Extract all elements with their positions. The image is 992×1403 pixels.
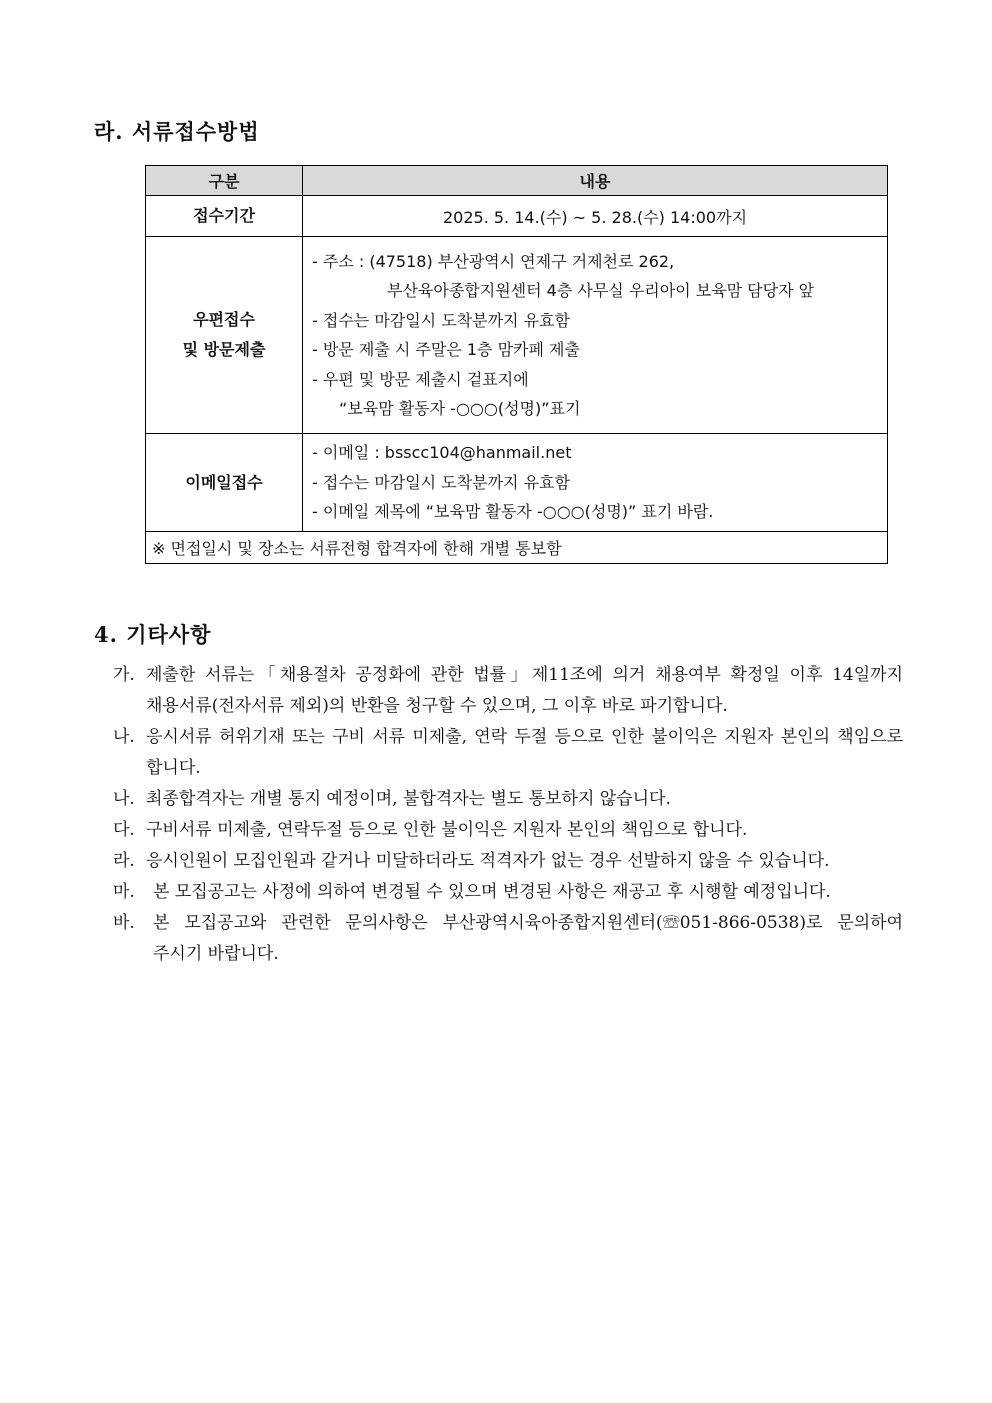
email-address-line: - 이메일 : bsscc104@hanmail.net [312,443,572,463]
list-item-marker: 나. [113,789,135,809]
list-item-marker: 마. [113,882,135,902]
post-label-line-1: 우편접수 [193,310,255,329]
period-value: 2025. 5. 14.(수) ~ 5. 28.(수) 14:00까지 [303,196,888,237]
list-item-marker: 라. [113,851,135,871]
post-content [303,237,888,434]
email-content [303,434,888,532]
post-label [146,237,303,434]
header-content: 내용 [303,166,888,196]
list-item [113,784,903,815]
list-item [113,722,903,784]
list-item-text: 본 모집공고는 사정에 의하여 변경될 수 있으며 변경된 사항은 재공고 후 시행할 예정입니다. [153,882,831,902]
table-row-email [146,434,888,532]
table-row-post [146,237,888,434]
list-item-marker: 가. [113,665,135,685]
list-item-text: 구비서류 미제출, 연락두절 등으로 인한 불이익은 지원자 본인의 책임으로 합니다. [146,820,748,840]
submission-method-table [145,165,888,564]
list-item-marker: 나. [113,727,135,747]
list-item-text: 본 모집공고와 관련한 문의사항은 부산광역시육아종합지원센터(☏051-866-0538)로 문의하여 주시기 바랍니다. [153,913,903,964]
other-matters-list [113,660,903,970]
post-label-line-2: 및 방문제출 [182,340,266,359]
list-item-text: 응시인원이 모집인원과 같거나 미달하더라도 적격자가 없는 경우 선발하지 않을 수 있습니다. [146,851,830,871]
section-heading-other-matters: 4. 기타사항 [94,622,212,647]
period-label: 접수기간 [146,196,303,237]
list-item-text: 응시서류 허위기재 또는 구비 서류 미제출, 연락 두절 등으로 인한 불이익은 지원자 본인의 책임으로 합니다. [146,727,903,778]
post-cover-label-line: “보육맘 활동자 -○○○(성명)”표기 [339,399,581,418]
list-item-text: 최종합격자는 개별 통지 예정이며, 불합격자는 별도 통보하지 않습니다. [146,789,671,809]
email-subject-line: - 이메일 제목에 “보육맘 활동자 -○○○(성명)” 표기 바람. [312,502,714,522]
post-cover-line: - 우편 및 방문 제출시 겉표지에 [312,369,529,389]
list-item [113,660,903,722]
header-category: 구분 [146,166,303,196]
list-item-marker: 다. [113,820,135,840]
post-weekend-line: - 방문 제출 시 주말은 1층 맘카페 제출 [312,340,580,359]
table-header-row [146,166,888,196]
list-item [113,908,903,970]
email-deadline-line: - 접수는 마감일시 도착분까지 유효함 [312,472,570,492]
interview-note: ※ 면접일시 및 장소는 서류전형 합격자에 한해 개별 통보함 [146,532,888,564]
list-item-marker: 바. [113,913,135,933]
email-label: 이메일접수 [146,434,303,532]
table-row-note [146,532,888,564]
list-item [113,815,903,846]
post-address-detail-line: 부산육아종합지원센터 4층 사무실 우리아이 보육맘 담당자 앞 [387,281,815,300]
table-row-period [146,196,888,237]
list-item [113,846,903,877]
section-heading-submission-method: 라. 서류접수방법 [94,119,260,144]
list-item-text: 제출한 서류는「채용절차 공정화에 관한 법률」제11조에 의거 채용여부 확정일 이후 14일까지 채용서류(전자서류 제외)의 반환을 청구할 수 있으며, 그 이후 바로 파기합니다. [146,665,903,716]
post-address-line: - 주소 : (47518) 부산광역시 연제구 거제천로 262, [312,251,675,271]
post-deadline-line: - 접수는 마감일시 도착분까지 유효함 [312,310,570,330]
list-item [113,877,903,908]
